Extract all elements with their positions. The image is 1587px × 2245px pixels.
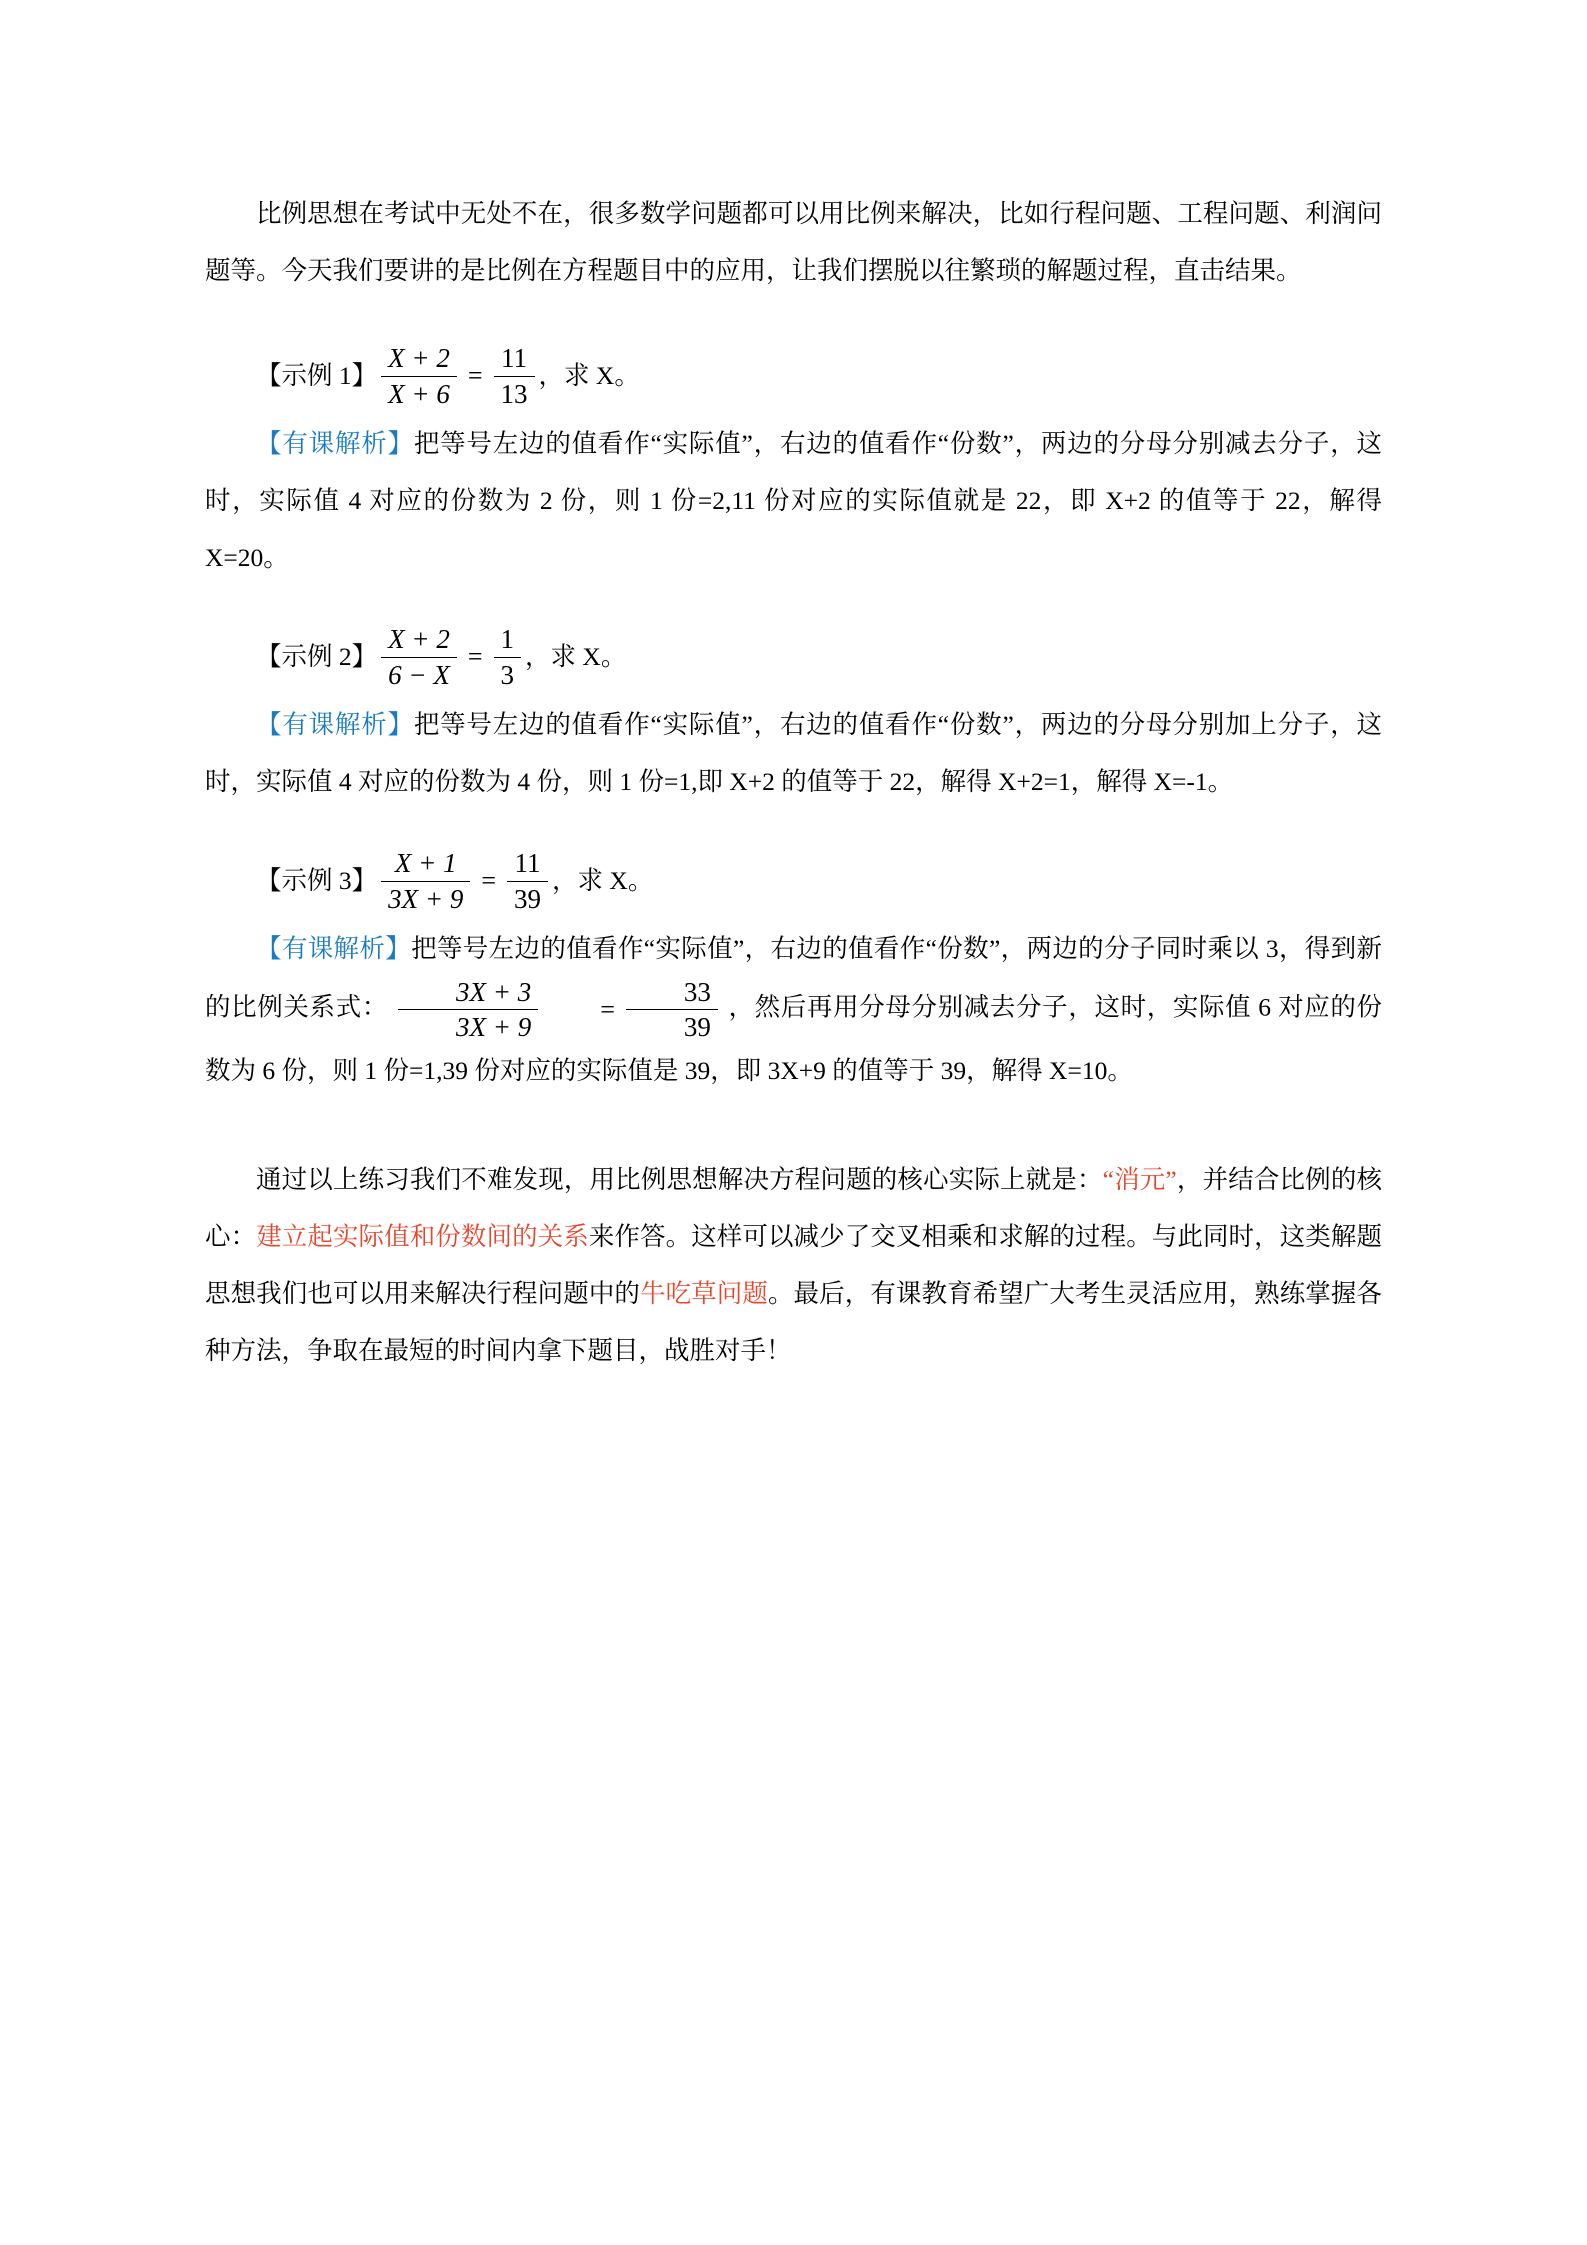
fraction-left-2 — [381, 624, 457, 689]
fraction-left-1 — [381, 343, 457, 408]
fraction-denominator: 3X + 9 — [381, 881, 470, 914]
fraction-denominator: 39 — [626, 1009, 718, 1042]
closing-highlight-1: “消元” — [1102, 1165, 1177, 1195]
analysis-text-1: 把等号左边的值看作“实际值”，右边的值看作“份数”，两边的分母分别减去分子，这时，实际值 4 对应的份数为 2 份，则 1 份=2,11 份对应的实际值就是 22，即 X+2 的值等于 22，解得 X=20。 — [205, 429, 1382, 572]
fraction-denominator: 6 − X — [381, 657, 457, 690]
fraction-denominator: 3 — [494, 657, 522, 690]
fraction-denominator: 39 — [507, 881, 548, 914]
example-block-1 — [205, 339, 1382, 586]
intro-paragraph: 比例思想在考试中无处不在，很多数学问题都可以用比例来解决，比如行程问题、工程问题、利润问题等。今天我们要讲的是比例在方程题目中的应用，让我们摆脱以往繁琐的解题过程，直击结果。 — [205, 199, 1382, 285]
example-tail-2: ，求 X。 — [525, 642, 627, 671]
example-label-1: 【示例 1】 — [256, 361, 378, 390]
fraction-numerator: 11 — [501, 343, 528, 374]
closing-segment-4: 。最后，有课教育希望广大考生灵活应用，熟练掌握各种方法，争取在最短的时间内拿下题目，战胜对手！ — [205, 1279, 1382, 1366]
fraction-numerator: 11 — [514, 848, 541, 879]
inline-fraction-left-3 — [398, 977, 538, 1042]
example-block-3 — [205, 844, 1382, 1099]
fraction-right-3 — [507, 848, 548, 913]
example-label-2: 【示例 2】 — [256, 642, 378, 671]
example-equation-line-1 — [205, 339, 1382, 413]
fraction-numerator: X + 2 — [388, 343, 450, 374]
inline-fraction-right-3 — [626, 977, 718, 1042]
analysis-paragraph-3 — [205, 920, 1382, 1099]
analysis-tag-1: 【有课解析】 — [256, 429, 414, 458]
closing-segment-3: 来作答。这样可以减少了交叉相乘和求解的过程。与此同时，这类解题思想我们也可以用来解决行程问题中的 — [205, 1222, 1382, 1309]
closing-highlight-3: 牛吃草问题 — [640, 1279, 768, 1309]
fraction-numerator: X + 2 — [388, 624, 450, 655]
equals-sign: = — [481, 866, 497, 895]
equals-sign: = — [467, 361, 483, 390]
analysis-paragraph-2 — [205, 696, 1382, 810]
analysis-tag-3: 【有课解析】 — [256, 934, 412, 963]
example-block-2 — [205, 620, 1382, 810]
equals-sign: = — [600, 995, 615, 1025]
example-equation-line-3 — [205, 844, 1382, 918]
fraction-numerator: 3X + 3 — [455, 977, 532, 1007]
example-tail-3: ，求 X。 — [552, 866, 654, 895]
fraction-left-3 — [381, 848, 470, 913]
fraction-denominator: X + 6 — [381, 376, 457, 409]
example-label-3: 【示例 3】 — [256, 866, 378, 895]
analysis-tag-2: 【有课解析】 — [256, 710, 414, 739]
fraction-right-2 — [494, 624, 522, 689]
example-tail-1: ，求 X。 — [538, 361, 640, 390]
fraction-numerator: X + 1 — [394, 848, 457, 879]
analysis-text-2: 把等号左边的值看作“实际值”，右边的值看作“份数”，两边的分母分别加上分子，这时，实际值 4 对应的份数为 4 份，则 1 份=1,即 X+2 的值等于 22，解得 X+2=1，解得 X=-1。 — [205, 710, 1382, 796]
closing-segment-2: ，并结合比例的核心： — [205, 1165, 1382, 1252]
closing-segment-1: 通过以上练习我们不难发现，用比例思想解决方程问题的核心实际上就是： — [256, 1165, 1103, 1195]
analysis-text-3b: ，然后再用分母分别减去分子，这时，实际值 6 对应的份数为 6 份，则 1 份=1,39 份对应的实际值是 39，即 3X+9 的值等于 39，解得 X=10。 — [205, 992, 1382, 1086]
fraction-right-1 — [494, 343, 535, 408]
analysis-text-3a: 把等号左边的值看作“实际值”，右边的值看作“份数”，两边的分子同时乘以 3，得到新的比例关系式： — [205, 934, 1382, 1022]
closing-paragraph — [205, 1151, 1382, 1379]
fraction-denominator: 13 — [494, 376, 535, 409]
closing-highlight-2: 建立起实际值和份数间的关系 — [256, 1222, 589, 1252]
fraction-numerator: 33 — [683, 977, 711, 1007]
fraction-denominator: 3X + 9 — [398, 1009, 538, 1042]
equals-sign: = — [467, 642, 483, 671]
inline-equation-3 — [394, 977, 722, 1042]
example-equation-line-2 — [205, 620, 1382, 694]
analysis-paragraph-1 — [205, 415, 1382, 586]
fraction-numerator: 1 — [500, 624, 515, 655]
